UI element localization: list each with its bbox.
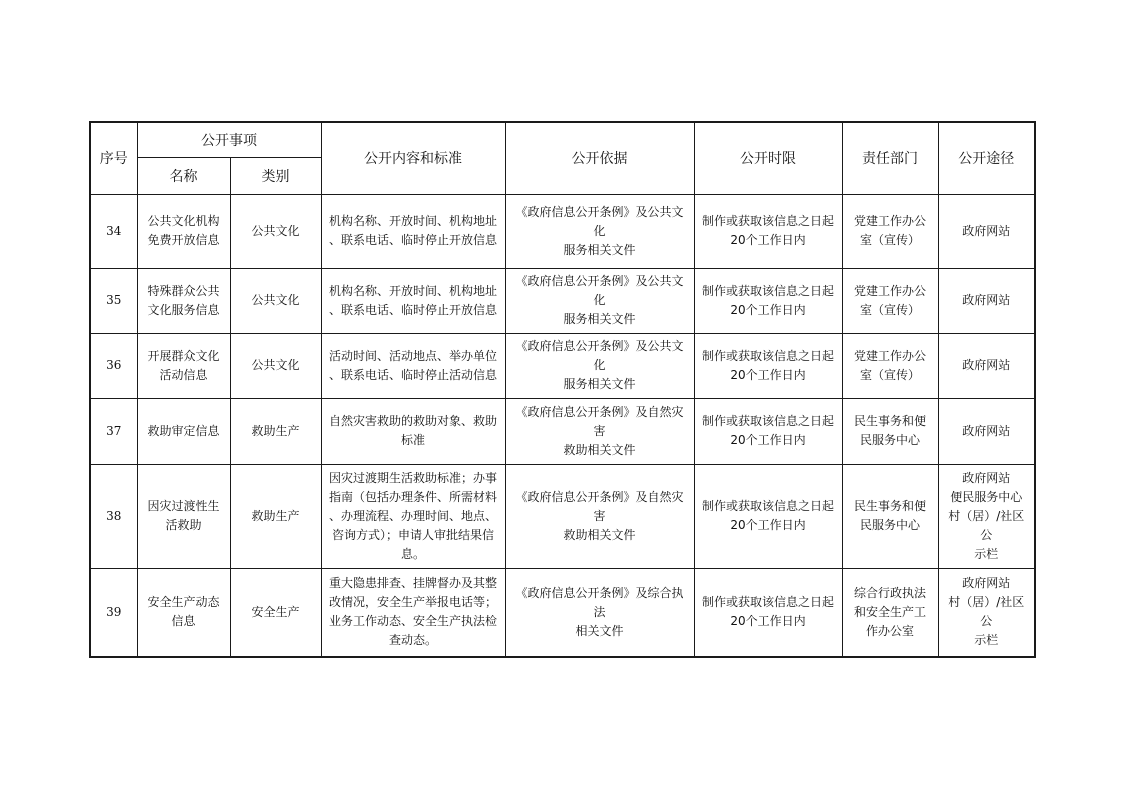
cell-basis-line: 《政府信息公开条例》及自然灾害 xyxy=(515,489,684,523)
cell-department-line: 室（宣传） xyxy=(859,233,920,247)
cell-department-line: 民服务中心 xyxy=(859,433,920,447)
cell-category: 救助生产 xyxy=(230,398,321,464)
cell-department xyxy=(842,568,938,657)
cell-name-line: 信息 xyxy=(171,614,196,629)
cell-content-line: 、联系电话、临时停止开放信息 xyxy=(328,233,497,247)
cell-category: 安全生产 xyxy=(230,568,321,657)
cell-basis-line: 服务相关文件 xyxy=(563,312,636,326)
cell-time-limit-line: 制作或获取该信息之日起 xyxy=(701,414,834,428)
cell-seq: 34 xyxy=(90,194,137,268)
cell-content xyxy=(321,194,505,268)
cell-channel-line: 示栏 xyxy=(974,633,999,648)
cell-basis xyxy=(505,464,694,568)
cell-time-limit-line: 制作或获取该信息之日起 xyxy=(701,214,834,228)
cell-department-line: 民生事务和便 xyxy=(853,499,926,513)
cell-channel-line: 政府网站 xyxy=(962,423,1011,438)
cell-basis xyxy=(505,568,694,657)
cell-basis-line: 《政府信息公开条例》及综合执法 xyxy=(515,585,684,619)
table-row xyxy=(90,268,1035,333)
cell-name xyxy=(137,398,230,464)
cell-channel-line: 政府网站 xyxy=(962,576,1011,591)
table-row xyxy=(90,568,1035,657)
cell-content-line: 查动态。 xyxy=(388,633,437,648)
cell-department xyxy=(842,464,938,568)
cell-channel xyxy=(938,194,1035,268)
cell-channel-line: 村（居）/社区公 xyxy=(948,595,1025,629)
cell-time-limit-line: 20个工作日内 xyxy=(730,518,806,532)
cell-basis-line: 服务相关文件 xyxy=(563,377,636,391)
cell-name xyxy=(137,568,230,657)
cell-name-line: 公共文化机构 xyxy=(147,214,220,228)
cell-seq: 36 xyxy=(90,333,137,398)
cell-department xyxy=(842,194,938,268)
cell-content-line: 、联系电话、临时停止活动信息 xyxy=(328,367,497,382)
cell-basis-line: 救助相关文件 xyxy=(563,527,636,542)
cell-time-limit-line: 制作或获取该信息之日起 xyxy=(701,595,834,610)
cell-seq: 35 xyxy=(90,268,137,333)
cell-time-limit-line: 20个工作日内 xyxy=(730,302,806,317)
cell-time-limit xyxy=(694,464,842,568)
cell-time-limit-line: 制作或获取该信息之日起 xyxy=(701,348,834,363)
cell-time-limit-line: 20个工作日内 xyxy=(730,233,806,247)
cell-basis-line: 《政府信息公开条例》及自然灾害 xyxy=(515,404,684,438)
cell-content-line: 改情况，安全生产举报电话等； xyxy=(328,595,497,610)
cell-content-line: 业务工作动态、安全生产执法检 xyxy=(328,614,497,629)
cell-department xyxy=(842,268,938,333)
cell-content xyxy=(321,568,505,657)
cell-content-line: 咨询方式）；申请人审批结果信 xyxy=(331,527,494,542)
cell-name-line: 救助审定信息 xyxy=(147,423,220,438)
cell-content-line: 因灾过渡期生活救助标准；办事 xyxy=(328,470,497,485)
cell-basis-line: 相关文件 xyxy=(575,623,624,638)
cell-content-line: 标准 xyxy=(400,433,425,447)
cell-time-limit xyxy=(694,333,842,398)
table-row xyxy=(90,464,1035,568)
cell-time-limit xyxy=(694,268,842,333)
cell-time-limit xyxy=(694,194,842,268)
cell-time-limit xyxy=(694,568,842,657)
header-category: 类别 xyxy=(230,157,321,194)
cell-department-line: 党建工作办公 xyxy=(853,348,926,363)
cell-name-line: 文化服务信息 xyxy=(147,302,220,317)
cell-name xyxy=(137,464,230,568)
cell-content-line: 活动时间、活动地点、举办单位 xyxy=(328,348,497,363)
cell-category: 公共文化 xyxy=(230,333,321,398)
disclosure-table xyxy=(89,121,1036,658)
cell-content xyxy=(321,464,505,568)
cell-content xyxy=(321,333,505,398)
cell-content-line: 自然灾害救助的救助对象、救助 xyxy=(328,414,497,428)
header-basis: 公开依据 xyxy=(505,122,694,194)
cell-seq: 38 xyxy=(90,464,137,568)
cell-category: 公共文化 xyxy=(230,268,321,333)
header-channel: 公开途径 xyxy=(938,122,1035,194)
cell-name-line: 安全生产动态 xyxy=(147,595,220,610)
cell-content-line: 、办理流程、办理时间、地点、 xyxy=(328,508,497,523)
cell-department-line: 室（宣传） xyxy=(859,302,920,317)
cell-name-line: 活动信息 xyxy=(159,367,208,382)
cell-department-line: 民服务中心 xyxy=(859,518,920,532)
cell-department xyxy=(842,398,938,464)
table-row xyxy=(90,333,1035,398)
cell-channel-line: 政府网站 xyxy=(962,223,1011,238)
cell-basis xyxy=(505,398,694,464)
cell-time-limit-line: 制作或获取该信息之日起 xyxy=(701,283,834,298)
cell-seq: 37 xyxy=(90,398,137,464)
disclosure-table-sheet xyxy=(89,121,1034,658)
header-department: 责任部门 xyxy=(842,122,938,194)
table-row xyxy=(90,194,1035,268)
cell-content-line: 机构名称、开放时间、机构地址 xyxy=(328,214,497,228)
cell-basis xyxy=(505,268,694,333)
cell-basis-line: 《政府信息公开条例》及公共文化 xyxy=(515,274,684,307)
cell-name-line: 特殊群众公共 xyxy=(147,283,220,298)
cell-content-line: 指南（包括办理条件、所需材料 xyxy=(328,489,497,504)
cell-channel-line: 示栏 xyxy=(974,546,999,561)
cell-time-limit xyxy=(694,398,842,464)
cell-department-line: 室（宣传） xyxy=(859,367,920,382)
table-row xyxy=(90,398,1035,464)
cell-category: 救助生产 xyxy=(230,464,321,568)
cell-channel xyxy=(938,268,1035,333)
cell-category: 公共文化 xyxy=(230,194,321,268)
cell-content-line: 、联系电话、临时停止开放信息 xyxy=(328,302,497,317)
cell-channel-line: 村（居）/社区公 xyxy=(948,508,1025,542)
cell-basis xyxy=(505,194,694,268)
cell-name-line: 因灾过渡性生 xyxy=(147,499,220,513)
cell-channel xyxy=(938,464,1035,568)
cell-department-line: 民生事务和便 xyxy=(853,414,926,428)
cell-name-line: 免费开放信息 xyxy=(147,233,220,247)
cell-channel-line: 政府网站 xyxy=(962,293,1011,307)
cell-basis-line: 服务相关文件 xyxy=(563,242,636,257)
cell-channel-line: 政府网站 xyxy=(962,358,1011,372)
cell-seq: 39 xyxy=(90,568,137,657)
cell-channel xyxy=(938,333,1035,398)
cell-channel xyxy=(938,398,1035,464)
cell-name xyxy=(137,333,230,398)
cell-time-limit-line: 20个工作日内 xyxy=(730,433,806,447)
header-name: 名称 xyxy=(137,157,230,194)
cell-basis xyxy=(505,333,694,398)
cell-time-limit-line: 20个工作日内 xyxy=(730,614,806,629)
header-content: 公开内容和标准 xyxy=(321,122,505,194)
cell-basis-line: 救助相关文件 xyxy=(563,442,636,457)
cell-channel xyxy=(938,568,1035,657)
cell-department-line: 党建工作办公 xyxy=(853,283,926,298)
cell-content xyxy=(321,268,505,333)
cell-channel-line: 便民服务中心 xyxy=(950,489,1023,504)
cell-content xyxy=(321,398,505,464)
cell-name-line: 开展群众文化 xyxy=(147,348,220,363)
cell-department xyxy=(842,333,938,398)
cell-content-line: 重大隐患排查、挂牌督办及其整 xyxy=(328,576,497,591)
cell-time-limit-line: 20个工作日内 xyxy=(730,367,806,382)
cell-basis-line: 《政府信息公开条例》及公共文化 xyxy=(515,204,684,238)
cell-department-line: 作办公室 xyxy=(865,623,914,638)
cell-time-limit-line: 制作或获取该信息之日起 xyxy=(701,499,834,513)
cell-name xyxy=(137,194,230,268)
cell-name-line: 活救助 xyxy=(165,518,202,532)
cell-basis-line: 《政府信息公开条例》及公共文化 xyxy=(515,339,684,372)
table-body xyxy=(90,194,1035,657)
cell-name xyxy=(137,268,230,333)
cell-content-line: 机构名称、开放时间、机构地址 xyxy=(328,283,497,298)
cell-department-line: 党建工作办公 xyxy=(853,214,926,228)
header-time-limit: 公开时限 xyxy=(694,122,842,194)
header-matter-group: 公开事项 xyxy=(137,122,321,157)
header-seq: 序号 xyxy=(90,122,137,194)
cell-department-line: 和安全生产工 xyxy=(853,604,926,619)
cell-channel-line: 政府网站 xyxy=(962,470,1011,485)
cell-department-line: 综合行政执法 xyxy=(853,585,926,600)
cell-content-line: 息。 xyxy=(400,546,425,561)
